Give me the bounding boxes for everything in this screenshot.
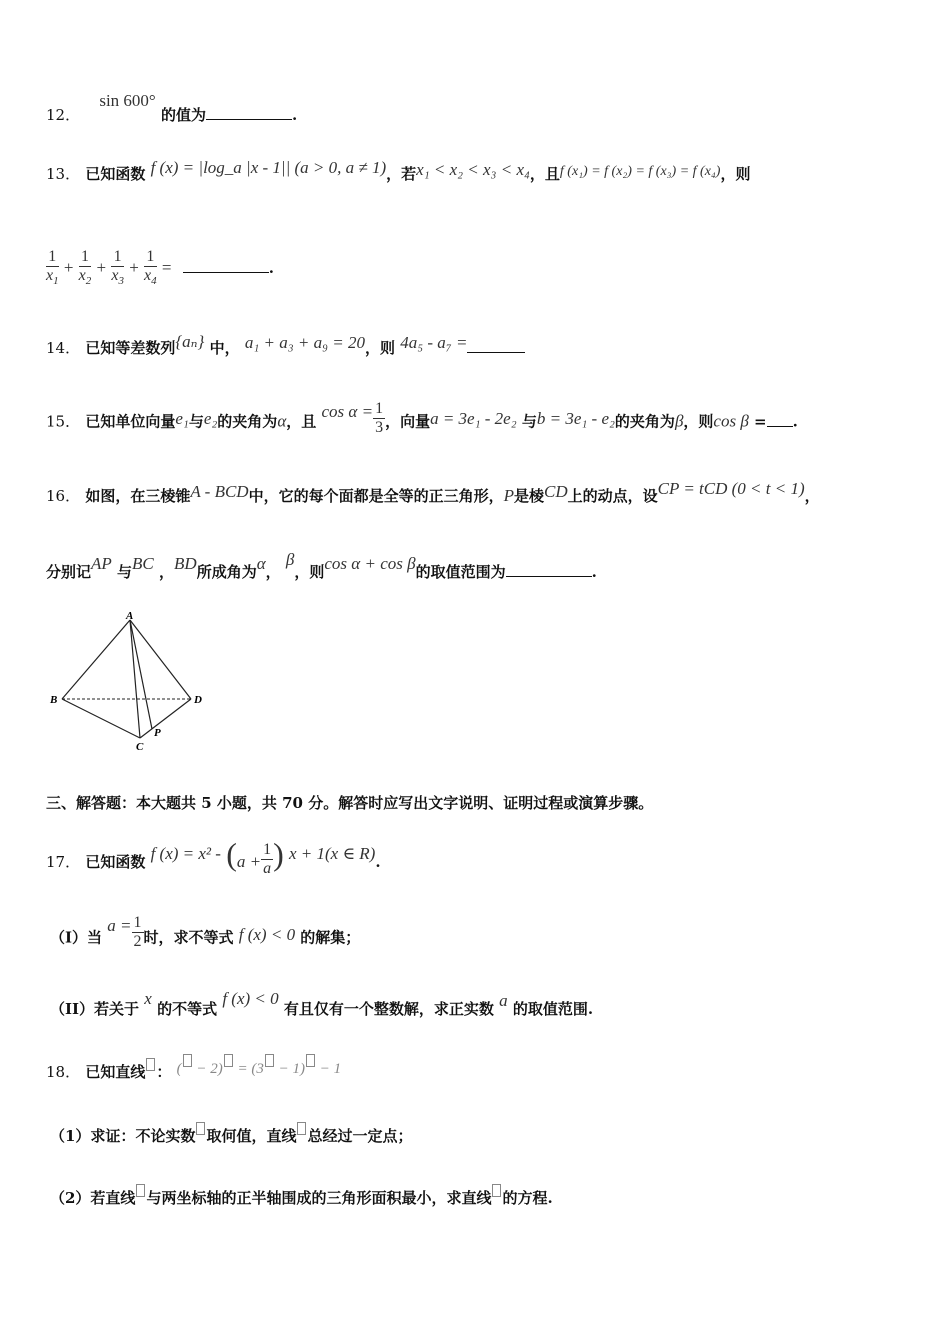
missing-glyph-icon	[265, 1054, 274, 1067]
math-expression: sin 600°	[99, 91, 156, 110]
punctuation: .	[375, 853, 381, 871]
punctuation: ，	[159, 563, 175, 581]
punctuation: .	[291, 106, 298, 124]
label-C: C	[136, 741, 144, 753]
missing-glyph-icon	[492, 1184, 501, 1197]
answer-blank	[767, 412, 793, 427]
question-14	[46, 332, 525, 358]
question-13	[46, 158, 751, 184]
question-text: 的方程.	[502, 1189, 553, 1207]
punctuation: ，	[804, 487, 820, 505]
question-text: 上的动点，设	[567, 487, 658, 505]
math-expression: x₁ < x₂ < x₃ < x₄	[416, 160, 530, 179]
question-12	[46, 91, 298, 125]
missing-glyph-icon	[136, 1184, 145, 1197]
question-text: 是棱	[514, 487, 545, 505]
math-expression: a₁ + a₃ + a₉ = 20	[244, 333, 365, 352]
question-number: 18．	[46, 1063, 81, 1081]
math-expression: e₂	[203, 408, 218, 428]
question-text: 中，	[209, 339, 240, 357]
math-expression: f (x₁) = f (x₂) = f (x₃) = f (x₄)	[559, 164, 721, 179]
label-A: A	[126, 610, 134, 622]
math-expression: β	[285, 550, 295, 569]
edge-AC	[130, 620, 140, 738]
question-text: 分别记	[46, 563, 92, 581]
section-3-title: 三、解答题：本大题共 5 小题，共 70 分。解答时应写出文字说明、证明过程或演算步骤。	[46, 794, 654, 812]
math-expression: b = 3e₁ - e₂	[536, 408, 615, 428]
question-text: （1）求证：不论实数	[50, 1127, 196, 1145]
question-text: ，则	[294, 563, 325, 581]
question-number: 17．	[46, 853, 81, 871]
question-text: 中，它的每个面都是全等的正三角形，	[248, 487, 504, 505]
question-text: =	[754, 412, 767, 431]
question-text: ，且	[529, 165, 560, 183]
edge-AB	[62, 620, 130, 699]
question-text: 已知单位向量	[85, 412, 176, 431]
missing-glyph-icon	[306, 1054, 315, 1067]
question-16-line2	[46, 550, 597, 582]
question-number: 15．	[46, 412, 81, 431]
punctuation: ：	[156, 1063, 172, 1081]
math-expression: AP	[91, 554, 112, 573]
math-expression: BD	[174, 554, 197, 573]
question-text: （2）若直线	[50, 1189, 136, 1207]
question-text: 已知函数	[85, 853, 146, 871]
question-text: 的夹角为	[614, 412, 675, 431]
question-18	[46, 1058, 341, 1082]
question-number: 14．	[46, 339, 81, 357]
question-text: （II）若关于	[50, 1000, 140, 1018]
question-text: 已知等差数列	[85, 339, 176, 357]
math-expression: f (x) < 0	[238, 924, 296, 944]
punctuation: .	[792, 412, 798, 431]
question-18-part2	[50, 1184, 553, 1208]
question-17: 17． 已知函数 f (x) = x² - (a + $\frac{1}{a}$ ) x + 1(x ∈ R).	[46, 836, 381, 877]
missing-glyph-icon	[196, 1122, 205, 1135]
question-15: 15． 已知单位向量e₁与e₂的夹角为α，且 cos α = $\frac{1}{3}$ ，向量a = 3e₁ - 2e₂ 与b = 3e₁ - e₂的夹角为β，则cos β = .	[46, 400, 798, 436]
question-16	[46, 479, 820, 506]
answer-blank	[183, 258, 269, 273]
question-text: 与两坐标轴的正半轴围成的三角形面积最小，求直线	[146, 1189, 492, 1207]
question-text: （I）当	[50, 928, 103, 947]
math-expression: P	[503, 486, 514, 505]
math-expression: CP = tCD (0 < t < 1)	[657, 479, 805, 498]
question-text: ，则	[683, 412, 714, 431]
question-text: 与	[188, 412, 204, 431]
question-text: ，向量	[385, 412, 431, 431]
question-text: 与	[521, 412, 537, 431]
question-text: 已知直线	[85, 1063, 146, 1081]
question-number: 13．	[46, 165, 81, 183]
math-expression: f (x) = x² -	[150, 844, 221, 863]
missing-glyph-icon	[297, 1122, 306, 1135]
math-expression: f (x) < 0	[222, 989, 279, 1008]
math-expression: β	[674, 411, 684, 431]
punctuation: .	[591, 563, 597, 581]
question-text: ，则	[720, 165, 751, 183]
question-text: 如图，在三棱锥	[85, 487, 191, 505]
question-text: 取何值，直线	[206, 1127, 297, 1145]
question-text: ，则	[364, 339, 395, 357]
question-text: 的值为	[160, 106, 206, 124]
question-text: 时，求不等式	[143, 928, 234, 947]
question-text: 总经过一定点；	[307, 1127, 413, 1145]
math-expression: α	[277, 411, 287, 431]
math-expression: a =	[107, 915, 132, 935]
question-13-sum: $\frac{1}{x_1}$ + $\frac{1}{x_2}$ + $\frac{1}{x_3}$ + $\frac{1}{x_4}$ = .	[46, 248, 274, 287]
punctuation: ，	[265, 563, 281, 581]
question-17-part1: （I）当 a = $\frac{1}{2}$ 时，求不等式 f (x) < 0 的解集；	[50, 914, 361, 950]
math-expression: ( − 2) = (3 − 1) − 1	[177, 1061, 342, 1077]
question-text: 的取值范围.	[512, 1000, 594, 1018]
math-expression: cos α =	[321, 401, 374, 421]
question-number: 16．	[46, 487, 81, 505]
math-expression: a +	[236, 852, 262, 871]
edge-AD	[130, 620, 191, 699]
math-expression: {aₙ}	[175, 332, 205, 351]
tetrahedron-figure	[44, 610, 214, 755]
question-text: 的不等式	[157, 1000, 218, 1018]
math-expression: BC	[132, 554, 154, 573]
answer-blank	[206, 105, 292, 120]
question-17-part2	[50, 989, 594, 1019]
math-expression: cos β	[713, 411, 749, 431]
missing-glyph-icon	[183, 1054, 192, 1067]
question-text: 的取值范围为	[415, 563, 506, 581]
question-18-part1	[50, 1122, 412, 1146]
missing-glyph-icon	[224, 1054, 233, 1067]
question-text: 的夹角为	[217, 412, 278, 431]
label-P: P	[154, 727, 161, 739]
math-expression: f (x) = |log_a |x - 1|| (a > 0, a ≠ 1)	[150, 158, 387, 177]
math-expression: x + 1(x ∈ R)	[288, 844, 376, 863]
math-expression: x	[144, 989, 152, 1008]
missing-glyph-icon	[146, 1058, 155, 1071]
punctuation: .	[268, 259, 274, 277]
question-text: 的解集；	[300, 928, 361, 947]
question-text: ，若	[386, 165, 417, 183]
math-expression: 4a₅ - a₇ =	[400, 333, 468, 352]
math-expression: cos α + cos β	[324, 554, 416, 573]
label-B: B	[50, 694, 58, 706]
math-expression: α	[256, 554, 266, 573]
question-number: 12．	[46, 106, 81, 124]
math-expression: CD	[544, 482, 568, 501]
math-expression: a	[499, 991, 508, 1010]
answer-blank	[506, 562, 592, 577]
question-text: 与	[117, 563, 133, 581]
question-text: 有且仅有一个整数解，求正实数	[283, 1000, 494, 1018]
question-text: ，且	[286, 412, 317, 431]
label-D: D	[194, 694, 202, 706]
math-expression: e₁	[175, 408, 189, 428]
math-expression: a = 3e₁ - 2e₂	[430, 408, 517, 428]
question-text: 已知函数	[85, 165, 146, 183]
math-expression: A - BCD	[190, 482, 249, 501]
edge-BC	[62, 699, 140, 738]
question-text: 所成角为	[196, 563, 257, 581]
segment-AP	[130, 620, 152, 729]
answer-blank	[467, 338, 525, 353]
